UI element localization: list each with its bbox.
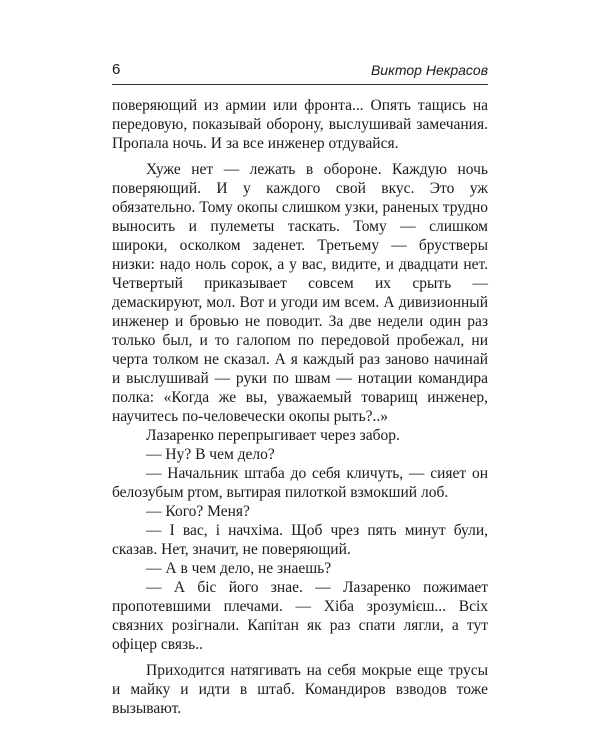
dialogue-line: — Ну? В чем дело?: [146, 446, 275, 463]
header-rule: [112, 84, 488, 85]
page-number: 6: [112, 61, 121, 78]
paragraph: Хуже нет — лежать в обороне. Каждую ночь поверяющий. И у каждого свой вкус. Это уж обязательно. Тому окопы слишком узки, раненых трудно выносить и пулеметы таскать. Тому — слишком широки, осколком заденет. Третьему — брустверы низки: надо ноль сорок, а у вас, видите, и двадцати нет. Четвертый приказывает совсем их срыть — демаскируют, мол. Вот и угоди им всем. А дивизионный инженер и бровью не поводит. За две недели один раз только был, и то галопом по передовой пробежал, ни черта толком не сказал. А я каждый раз заново начинай и выслушивай — руки по швам — нотации командира полка: «Когда же вы, уважаемый товарищ инженер, научитесь по-человечески окопы рыть?..»: [112, 161, 488, 425]
paragraph-continued: поверяющий из армии или фронта... Опять тащись на передовую, показывай оборону, выслушивай замечания. Пропала ночь. И за все инженер отдувайся.: [112, 97, 488, 152]
dialogue-line: — І вас, і начхіма. Щоб чрез пять минут були, сказав. Нет, значит, не поверяющий.: [112, 522, 488, 558]
paragraph: Приходится натягивать на себя мокрые еще трусы и майку и идти в штаб. Командиров взводов тоже вызывают.: [112, 662, 488, 717]
dialogue-line: — Начальник штаба до себя кличуть, — сияет он белозубым ртом, вытирая пилоткой взмокший лоб.: [112, 465, 488, 501]
header-author: Виктор Некрасов: [370, 62, 488, 78]
body-text: [112, 96, 488, 718]
dialogue-line: — А в чем дело, не знаешь?: [146, 560, 332, 577]
dialogue-line: — Кого? Меня?: [146, 503, 250, 520]
dialogue-line: — А біс його знае. — Лазаренко пожимает пропотевшими плечами. — Хіба зрозумієш... Всіх связних розігнали. Капітан як раз спати лягли, а тут офіцер связь..: [112, 579, 488, 653]
paragraph: Лазаренко перепрыгивает через забор.: [146, 427, 400, 444]
running-header: [112, 60, 488, 82]
